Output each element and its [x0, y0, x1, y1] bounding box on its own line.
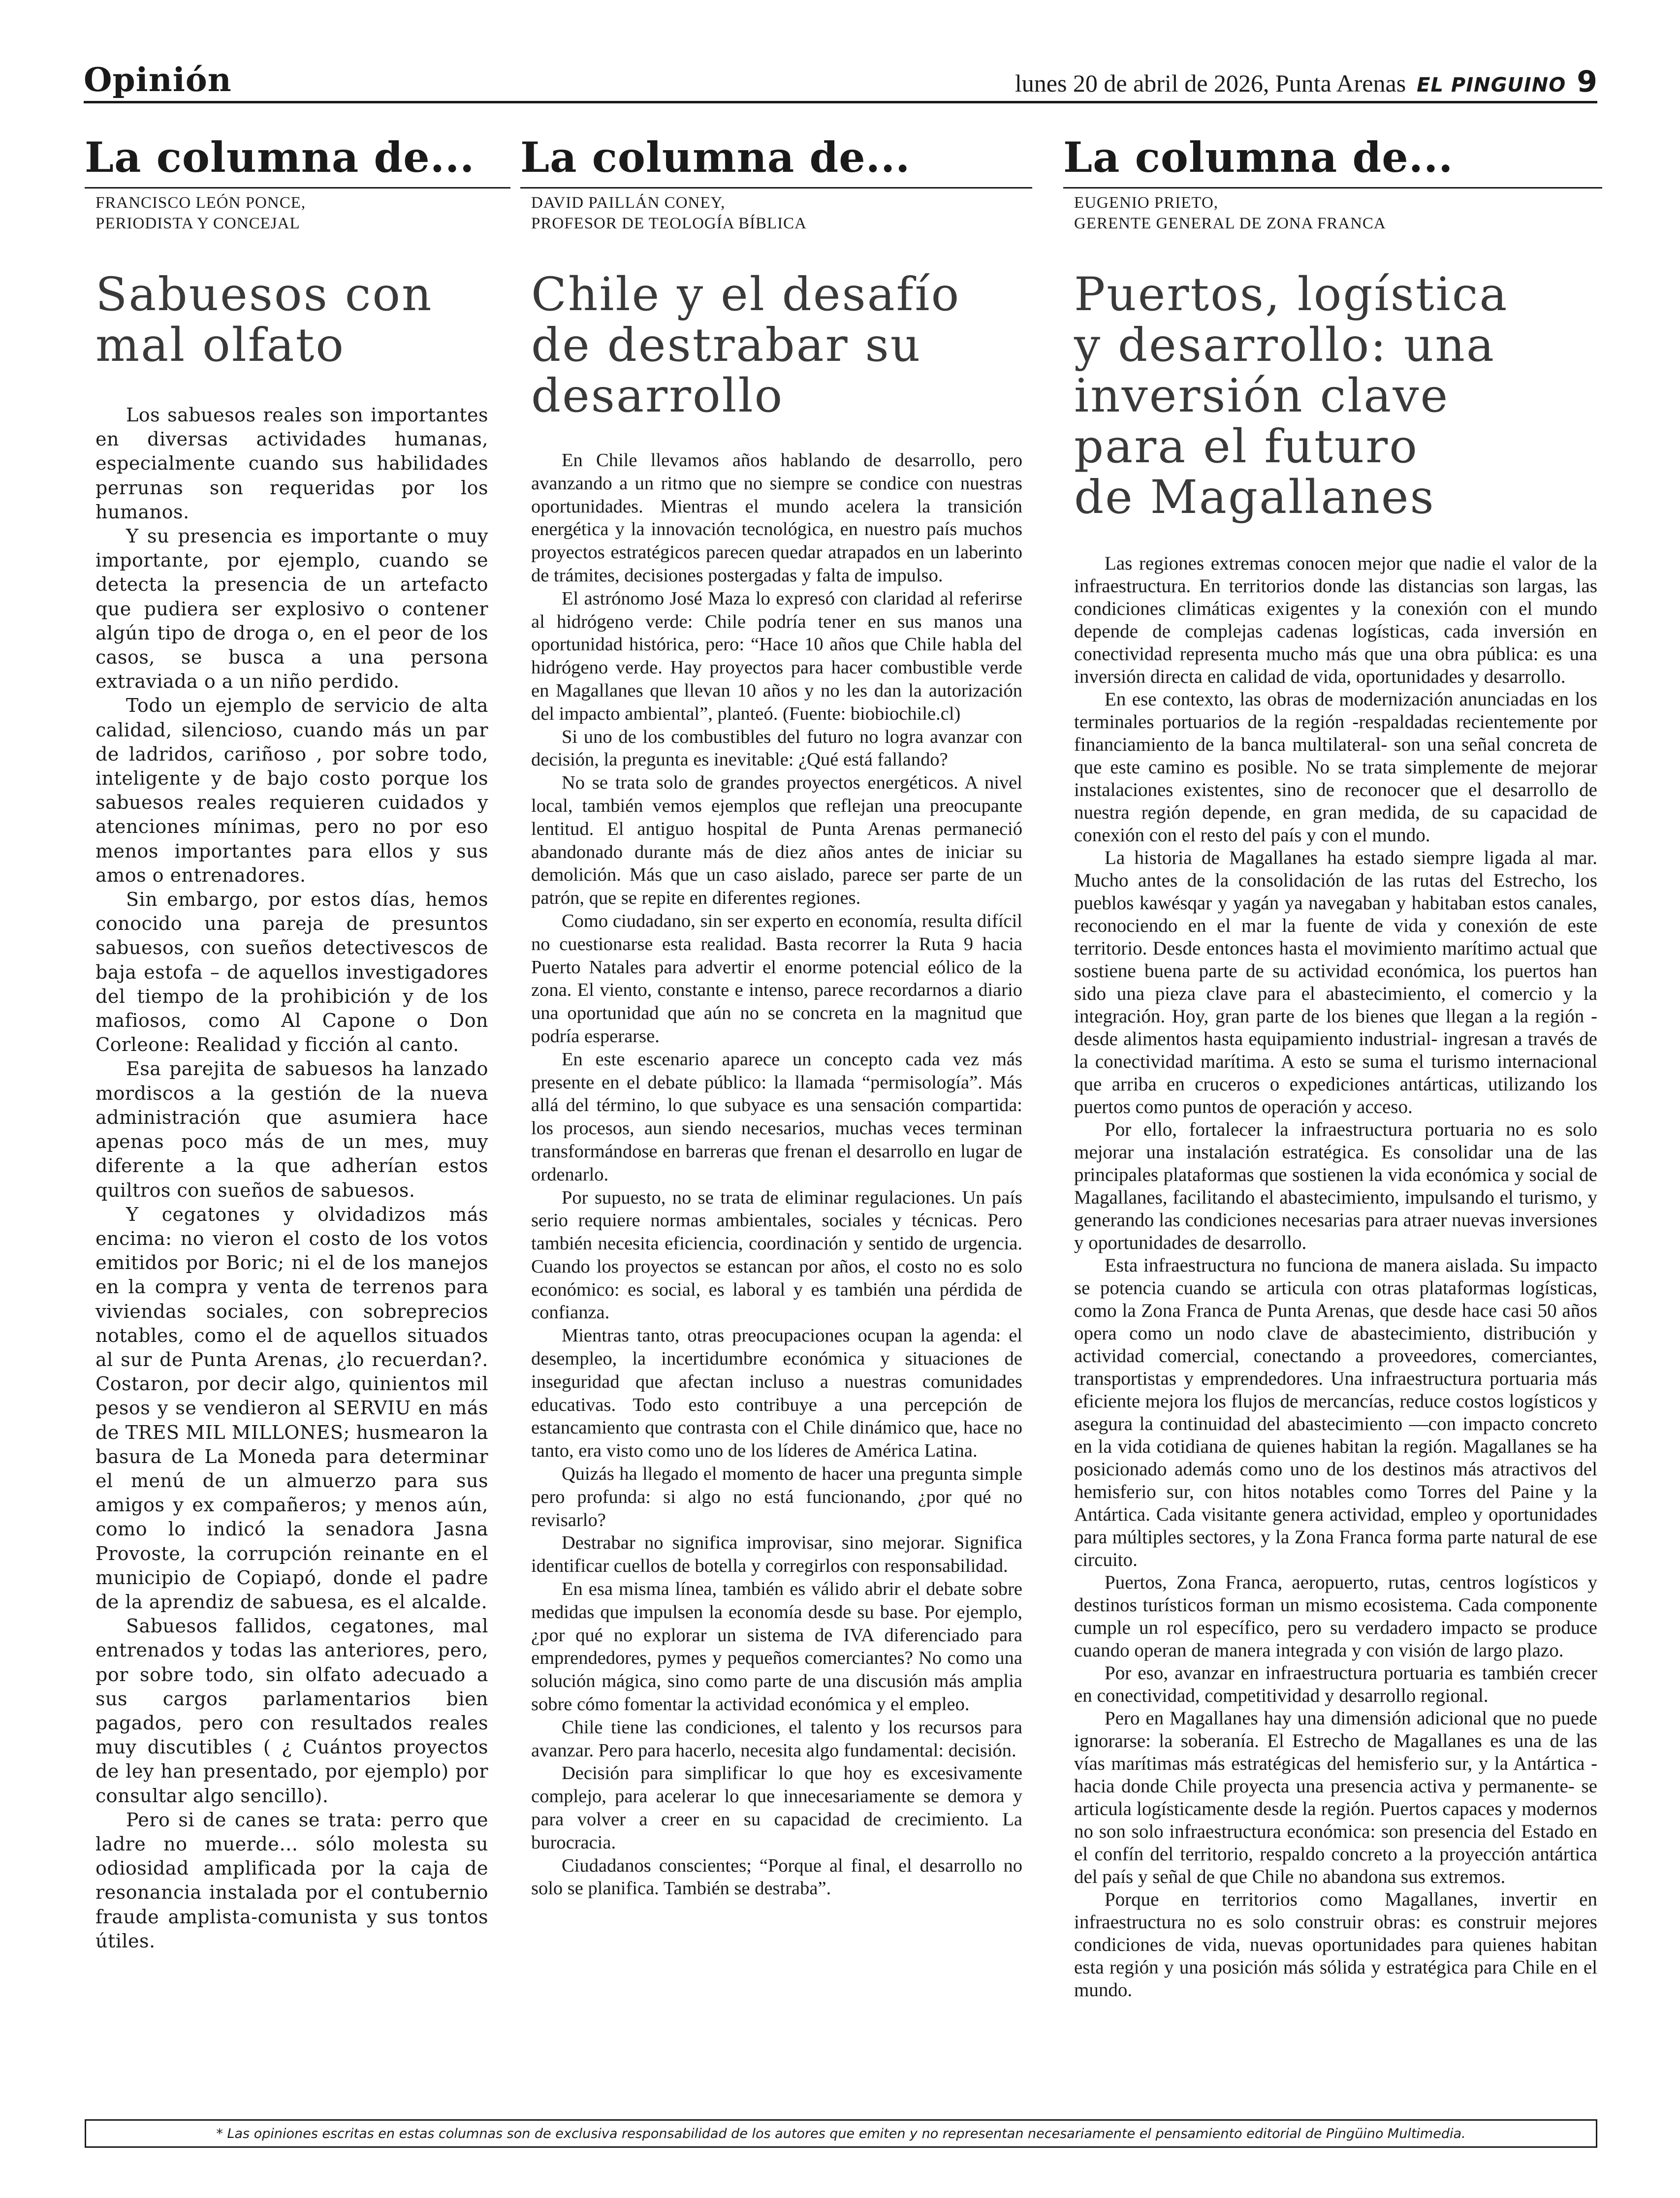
page-number: 9: [1577, 64, 1597, 99]
article-body: [95, 403, 488, 1953]
article-paragraph: Mientras tanto, otras preocupaciones ocupan la agenda: el desempleo, la incertidumbre económica y situaciones de inseguridad que afectan incluso a nuestras comunidades educativas. Todo esto contribuye a una percepción de estancamiento que contrasta con el Chile dinámico que, hace no tanto, era visto como uno de los líderes de América Latina.: [531, 1325, 1022, 1462]
disclaimer-box: [85, 2119, 1597, 2148]
article-paragraph: En esa misma línea, también es válido abrir el debate sobre medidas que impulsen la economía desde su base. Por ejemplo, ¿por qué no explorar un sistema de IVA diferenciado para emprendedores, pymes y pequeños comerciantes? No como una solución mágica, sino como parte de una discusión más amplia sobre cómo fomentar la actividad económica y el empleo.: [531, 1579, 1022, 1715]
article-paragraph: Esta infraestructura no funciona de manera aislada. Su impacto se potencia cuando se articula con otras plataformas logísticas, como la Zona Franca de Punta Arenas, que desde hace casi 50 años opera como un nodo clave de abastecimiento, distribución y actividad comercial, conectando a proveedores, comerciantes, transportistas y emprendedores. Una infraestructura portuaria más eficiente mejora los flujos de mercancías, reduce costos logísticos y asegura la continuidad del abastecimiento —con impacto concreto en la vida cotidiana de quienes habitan la región. Magallanes se ha posicionado además como uno de los destinos más atractivos del hemisferio sur, con hitos notables como Torres del Paine y la Antártica. Cada visitante genera actividad, empleo y oportunidades para múltiples sectores, y la Zona Franca forma parte natural de ese circuito.: [1074, 1255, 1597, 1570]
headline-line: Chile y el desafío: [531, 268, 961, 321]
author-box: [520, 187, 1032, 234]
article-paragraph: Ciudadanos conscientes; “Porque al final, el desarrollo no solo se planifica. También se destraba”.: [531, 1855, 1022, 1899]
article-paragraph: Destrabar no significa improvisar, sino mejorar. Significa identificar cuellos de botella y corregirlos con responsabilidad.: [531, 1532, 1022, 1577]
article-paragraph: Por ello, fortalecer la infraestructura portuaria no es solo mejorar una instalación estratégica. Es consolidar una de las principales plataformas que sostienen la vida económica y social de Magallanes, facilitando el abastecimiento, impulsando el turismo, y generando las condiciones necesarias para atraer nuevas inversiones y oportunidades de desarrollo.: [1074, 1119, 1597, 1253]
column-kicker: La columna de...: [1063, 133, 1454, 182]
article-paragraph: Esa parejita de sabuesos ha lanzado mordiscos a la gestión de la nueva administración que asumiera hace apenas poco más de un mes, muy diferente a la que adherían estos quiltros con sueños de sabuesos.: [95, 1058, 488, 1201]
headline-line: inversión clave: [1074, 369, 1450, 423]
column-kicker: La columna de...: [85, 133, 475, 182]
article-paragraph: Puertos, Zona Franca, aeropuerto, rutas, centros logísticos y destinos turísticos forman un mismo ecosistema. Cada componente cumple un rol específico, pero su verdadero impacto se produce cuando operan de manera integrada y con visión de largo plazo.: [1074, 1572, 1597, 1661]
article-paragraph: La historia de Magallanes ha estado siempre ligada al mar. Mucho antes de la consolidación de las rutas del Estrecho, los pueblos kawésqar y yagán ya navegaban y habitaban estos canales, reconociendo en el mar la fuente de vida y conexión de este territorio. Desde entonces hasta el movimiento marítimo actual que sostiene buena parte de su actividad económica, los puertos han sido una pieza clave para el abastecimiento, el comercio y la integración. Hoy, gran parte de los bienes que llegan a la región -desde alimentos hasta equipamiento industrial- ingresan a través de la conectividad marítima. A esto se suma el turismo internacional que arriba en cruceros o expediciones antárticas, utilizando los puertos como puntos de operación y acceso.: [1074, 847, 1597, 1117]
article-paragraph: Pero en Magallanes hay una dimensión adicional que no puede ignorarse: la soberanía. El Estrecho de Magallanes es una de las vías marítimas más estratégicas del hemisferio sur, y la Antártica -hacia donde Chile proyecta una presencia activa y permanente- se articula logísticamente desde la región. Puertos capaces y modernos no son solo infraestructura económica: son presencia del Estado en el confín del territorio, respaldo concreto a la proyección antártica del país y señal de que Chile no abandona sus extremos.: [1074, 1708, 1597, 1887]
article-paragraph: Pero si de canes se trata: perro que ladre no muerde… sólo molesta su odiosidad amplificada por la caja de resonancia instalada por el contubernio fraude amplista-comunista y sus tontos útiles.: [95, 1809, 488, 1952]
article-paragraph: Los sabuesos reales son importantes en diversas actividades humanas, especialmente cuando sus habilidades perrunas son requeridas por los humanos.: [95, 404, 488, 523]
headline-line: Sabuesos con: [95, 268, 433, 321]
author-box: [85, 187, 510, 234]
headline-line: y desarrollo: una: [1074, 319, 1495, 372]
headline-line: para el futuro: [1074, 420, 1419, 474]
article-paragraph: Como ciudadano, sin ser experto en economía, resulta difícil no cuestionarse esta realidad. Basta recorrer la Ruta 9 hacia Puerto Natales para advertir el enorme potencial eólico de la zona. El viento, constante e intenso, parece recordarnos a diario una oportunidad que aún no se concreta en la magnitud que podría esperarse.: [531, 910, 1022, 1047]
author-role: GERENTE GENERAL DE ZONA FRANCA: [1074, 215, 1386, 232]
article-paragraph: Si uno de los combustibles del futuro no logra avanzar con decisión, la pregunta es inevitable: ¿Qué está fallando?: [531, 726, 1022, 770]
column-1: [85, 133, 488, 1953]
section-title: Opinión: [84, 61, 232, 99]
column-kicker: La columna de...: [520, 133, 911, 182]
headline-line: desarrollo: [531, 369, 784, 423]
article-paragraph: Todo un ejemplo de servicio de alta calidad, silencioso, cuando más un par de ladridos, cariñoso , por sobre todo, inteligente y de bajo costo porque los sabuesos reales requieren cuidados y atenciones mínimas, pero no por eso menos importantes para ellos y sus amos o entrenadores.: [95, 695, 488, 886]
page-header: [84, 62, 1597, 103]
headline-line: de destrabar su: [531, 319, 922, 372]
article-paragraph: Decisión para simplificar lo que hoy es excesivamente complejo, para acelerar lo que innecesariamente se demora y para volver a creer en su capacidad de crecimiento. La burocracia.: [531, 1763, 1022, 1853]
article-paragraph: Quizás ha llegado el momento de hacer una pregunta simple pero profunda: si algo no está funcionando, ¿por qué no revisarlo?: [531, 1464, 1022, 1530]
article-paragraph: No se trata solo de grandes proyectos energéticos. A nivel local, también vemos ejemplos que reflejan una preocupante lentitud. El antiguo hospital de Punta Arenas permaneció abandonado durante más de diez años antes de iniciar su demolición. Más que un caso aislado, parece ser parte de un patrón, que se repite en diferentes regiones.: [531, 772, 1022, 909]
author-box: [1063, 187, 1602, 234]
headline-line: de Magallanes: [1074, 471, 1435, 524]
headline-line: mal olfato: [95, 319, 345, 372]
column-2: [520, 133, 1022, 1900]
article-headline: [95, 269, 488, 371]
author-role: PERIODISTA Y CONCEJAL: [95, 215, 300, 232]
article-paragraph: Y cegatones y olvidadizos más encima: no vieron el costo de los votos emitidos por Boric; ni el de los manejos en la compra y venta de terrenos para viviendas sociales, con sobreprecios notables, como el de aquellos situados al sur de Punta Arenas, ¿lo recuerdan?. Costaron, por decir algo, quinientos mil pesos y se vendieron al SERVIU en más de TRES MIL MILLONES; husmearon la basura de La Moneda para determinar el menú de un almuerzo para sus amigos y ex compañeros; y menos aún, como lo indicó la senadora Jasna Provoste, la corrupción reinante en el municipio de Copiapó, donde el padre de la aprendiz de sabuesa, es el alcalde.: [95, 1203, 488, 1613]
author-name: EUGENIO PRIETO,: [1074, 194, 1219, 212]
dateline: [1015, 64, 1597, 99]
article-body: [1074, 552, 1597, 2002]
article-headline: [1074, 269, 1597, 523]
author-name: FRANCISCO LEÓN PONCE,: [95, 194, 306, 212]
disclaimer-text: * Las opiniones escritas en estas columnas son de exclusiva responsabilidad de los autores que emiten y no representan necesariamente el pensamiento editorial de Pingüino Multimedia.: [216, 2126, 1466, 2141]
article-paragraph: Sin embargo, por estos días, hemos conocido una pareja de presuntos sabuesos, con sueños detectivescos de baja estofa – de aquellos investigadores del tiempo de la prohibición y de los mafiosos, como Al Capone o Don Corleone: Realidad y ficción al canto.: [95, 889, 488, 1056]
article-paragraph: En ese contexto, las obras de modernización anunciadas en los terminales portuarios de la región -respaldadas recientemente por financiamiento de la banca multilateral- son una señal concreta de que este camino es posible. No se trata simplemente de mejorar instalaciones existentes, sino de reconocer que el desarrollo de nuestra región depende, en gran medida, de su capacidad de conexión con el resto del país y con el mundo.: [1074, 689, 1597, 846]
column-3: [1063, 133, 1597, 2002]
article-paragraph: Por supuesto, no se trata de eliminar regulaciones. Un país serio requiere normas ambientales, sociales y técnicas. Pero también necesita eficiencia, coordinación y sentido de urgencia. Cuando los proyectos se estancan por años, el costo no es solo económico: es social, es laboral y es también una pérdida de confianza.: [531, 1187, 1022, 1323]
article-body: [531, 449, 1022, 1900]
article-paragraph: En Chile llevamos años hablando de desarrollo, pero avanzando a un ritmo que no siempre se condice con nuestras oportunidades. Mientras el mundo acelera la transición energética y la innovación tecnológica, en nuestro país muchos proyectos estratégicos parecen quedar atrapados en un laberinto de trámites, decisiones postergadas y falta de impulso.: [531, 450, 1022, 586]
author-name: DAVID PAILLÁN CONEY,: [531, 194, 726, 212]
article-paragraph: Chile tiene las condiciones, el talento y los recursos para avanzar. Pero para hacerlo, necesita algo fundamental: decisión.: [531, 1717, 1022, 1761]
date-place: lunes 20 de abril de 2026, Punta Arenas: [1014, 69, 1406, 97]
author-role: PROFESOR DE TEOLOGÍA BÍBLICA: [531, 215, 807, 232]
article-headline: [531, 269, 1022, 421]
article-paragraph: En este escenario aparece un concepto cada vez más presente en el debate público: la llamada “permisología”. Más allá del término, lo que subyace es una sensación compartida: los procesos, aun siendo necesarios, muchas veces terminan transformándose en barreras que frenan el desarrollo en lugar de ordenarlo.: [531, 1049, 1022, 1185]
article-paragraph: Por eso, avanzar en infraestructura portuaria es también crecer en conectividad, competitividad y desarrollo regional.: [1074, 1662, 1597, 1706]
article-paragraph: Las regiones extremas conocen mejor que nadie el valor de la infraestructura. En territorios donde las distancias son largas, las condiciones climáticas exigentes y la conexión con el mundo depende de complejas cadenas logísticas, cada inversión en conectividad representa mucho más que una obra pública: es una inversión directa en calidad de vida, oportunidades y desarrollo.: [1074, 553, 1597, 687]
article-paragraph: El astrónomo José Maza lo expresó con claridad al referirse al hidrógeno verde: Chile podría tener en sus manos una oportunidad histórica, pero: “Hace 10 años que Chile habla del hidrógeno verde. Hay proyectos para hacer combustible verde en Magallanes que llevan 10 años y no les dan la autorización del impacto ambiental”, planteó. (Fuente: biobiochile.cl): [531, 588, 1022, 724]
article-paragraph: Porque en territorios como Magallanes, invertir en infraestructura no es solo construir obras: es construir mejores condiciones de vida, nuevas oportunidades para quienes habitan esta región y una posición más sólida y estratégica para Chile en el mundo.: [1074, 1889, 1597, 2001]
article-paragraph: Y su presencia es importante o muy importante, por ejemplo, cuando se detecta la presencia de un artefacto que pudiera ser explosivo o contener algún tipo de droga o, en el peor de los casos, se busca a una persona extraviada o a un niño perdido.: [95, 525, 488, 693]
article-paragraph: Sabuesos fallidos, cegatones, mal entrenados y todas las anteriores, pero, por sobre todo, sin olfato adecuado a sus cargos parlamentarios bien pagados, pero con resultados reales muy discutibles ( ¿ Cuántos proyectos de ley han presentado, por ejemplo) por consultar algo sencillo).: [95, 1615, 488, 1807]
headline-line: Puertos, logística: [1074, 268, 1509, 321]
newspaper-brand: EL PINGUINO: [1417, 74, 1566, 96]
